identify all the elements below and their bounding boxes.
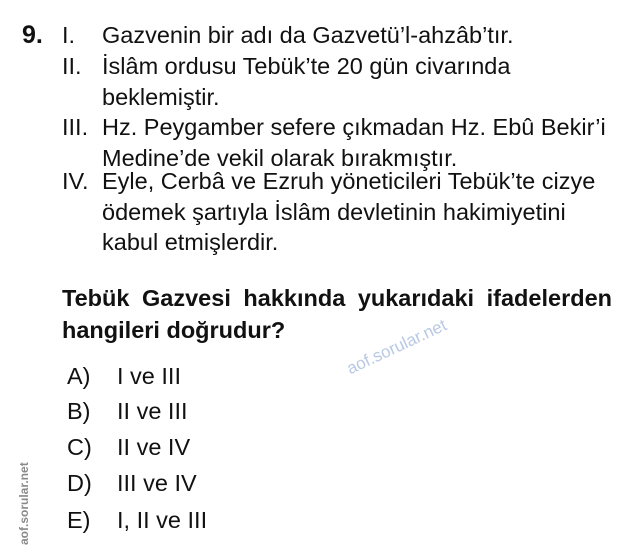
statement-text: Gazvenin bir adı da Gazvetü’l-ahzâb’tır. [102, 22, 514, 48]
statement-numeral: I. [62, 22, 76, 48]
option-text: II ve IV [117, 434, 191, 460]
option-text: II ve III [117, 398, 188, 424]
option-text: I, II ve III [117, 507, 208, 533]
answer-option-b[interactable] [67, 396, 188, 426]
statement-4 [62, 166, 622, 258]
answer-option-e[interactable] [67, 505, 207, 535]
statement-2 [62, 51, 622, 112]
statement-numeral: III. [62, 114, 89, 140]
answer-option-a[interactable] [67, 361, 181, 391]
question-number: 9. [22, 21, 43, 49]
option-letter: C) [67, 434, 92, 460]
question-stem: Tebük Gazvesi hakkında yukarıdaki ifadelerden hangileri doğrudur? [62, 285, 612, 343]
statement-3 [62, 112, 622, 173]
watermark-side: aof.sorular.net [17, 462, 31, 545]
option-text: III ve IV [117, 470, 197, 496]
statement-text: Hz. Peygamber sefere çıkmadan Hz. Ebû Bekir’i Medine’de vekil olarak bırakmıştır. [102, 114, 606, 171]
watermark-center: aof.sorular.net [343, 315, 450, 379]
option-letter: D) [67, 470, 92, 496]
statement-numeral: IV. [62, 168, 89, 194]
answer-option-d[interactable] [67, 468, 197, 498]
statement-text: Eyle, Cerbâ ve Ezruh yöneticileri Tebük’te cizye ödemek şartıyla İslâm devletinin hakimiyetini kabul etmişlerdir. [102, 168, 596, 255]
answer-option-c[interactable] [67, 432, 190, 462]
statement-1 [62, 20, 622, 51]
option-letter: A) [67, 363, 91, 389]
option-text: I ve III [117, 363, 181, 389]
statement-text: İslâm ordusu Tebük’te 20 gün civarında beklemiştir. [102, 53, 511, 110]
statement-numeral: II. [62, 53, 82, 79]
option-letter: E) [67, 507, 91, 533]
option-letter: B) [67, 398, 91, 424]
